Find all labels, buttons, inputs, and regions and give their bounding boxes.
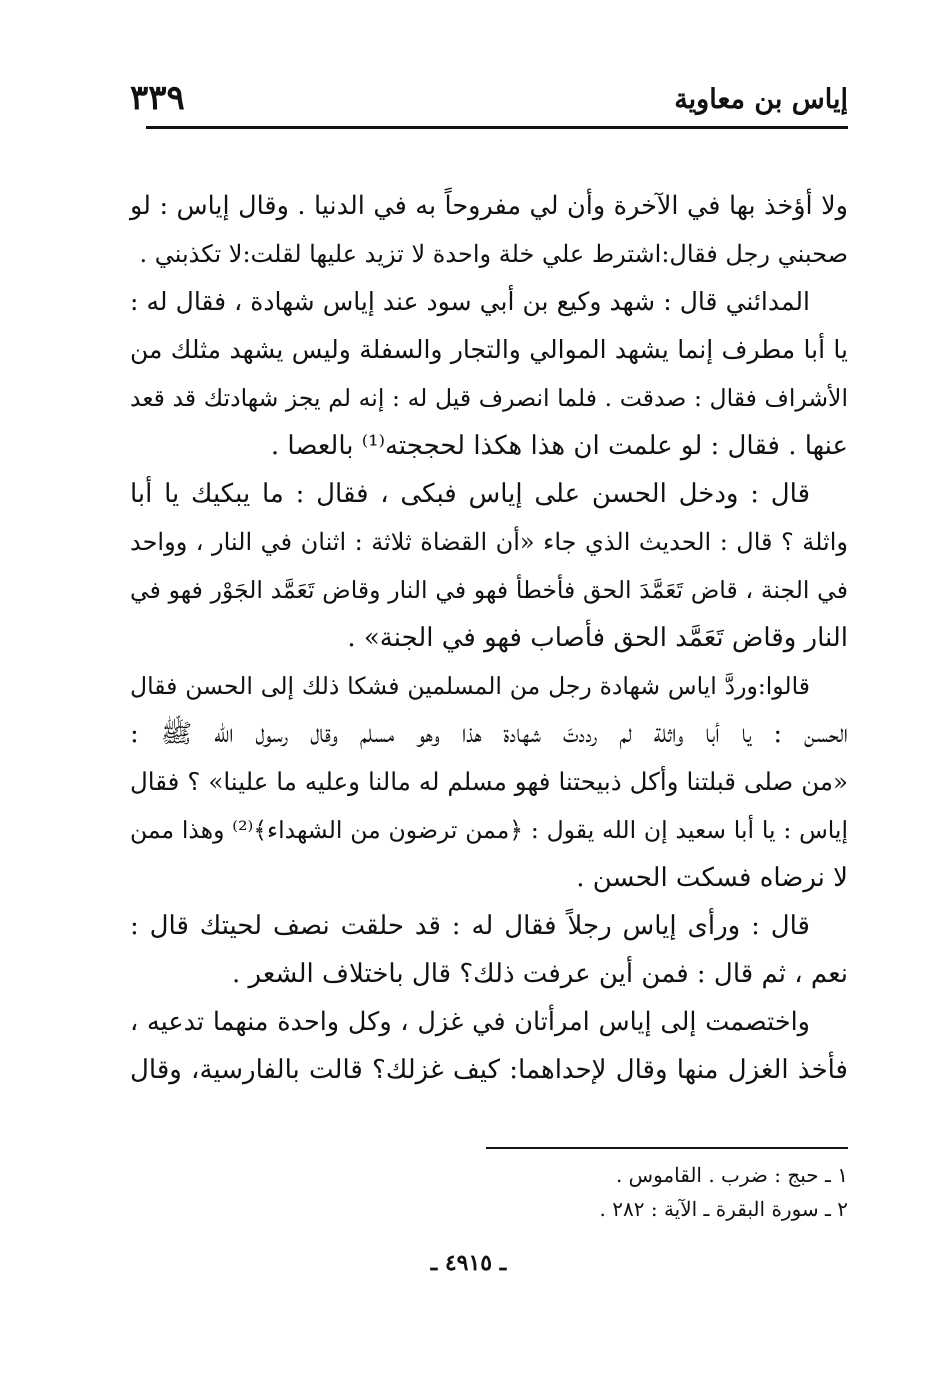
text-line: صحبني رجل فقال:اشترط علي خلة واحدة لا تزيد عليها لقلت:لا تكذبني . <box>139 240 848 268</box>
text-line: ولا أؤخذ بها في الآخرة وأن لي مفروحاً به في الدنيا . وقال إياس : لو <box>130 191 848 221</box>
footnote: ٢ ـ سورة البقرة ـ الآية : ٢٨٢ . <box>599 1197 848 1221</box>
text-line: لا نرضاه فسكت الحسن . <box>576 863 848 893</box>
text-line: واختصمت إلى إياس امرأتان في غزل ، وكل واحدة منهما تدعيه ، <box>130 1007 810 1037</box>
text-line: النار وقاض تَعَمَّد الحق فأصاب فهو في الجنة» . <box>347 623 848 653</box>
text-line: إياس : يا أبا سعيد إن الله يقول : ﴿ممن ترضون من الشهداء﴾⁽²⁾ وهذا ممن <box>130 816 848 844</box>
text-line: قال : ورأى إياس رجلاً فقال له : قد حلقت نصف لحيتك قال : <box>130 911 810 941</box>
text-line: واثلة ؟ قال : الحديث الذي جاء «أن القضاة ثلاثة : اثنان في النار ، وواحد <box>130 528 848 556</box>
text-line: الأشراف فقال : صدقت . فلما انصرف قيل له : إنه لم يجز شهادتك قد قعد <box>130 384 848 412</box>
text-line: الحسن : يا أبا واثلة لم رددتَ شهادة هذا وهو مسلم وقال رسول الله ﷺ : <box>130 719 848 749</box>
header-rule <box>146 126 848 129</box>
text-line: قالوا:وردَّ اياس شهادة رجل من المسلمين فشكا ذلك إلى الحسن فقال <box>130 672 810 700</box>
text-line: يا أبا مطرف إنما يشهد الموالي والتجار والسفلة وليس يشهد مثلك من <box>130 335 848 364</box>
page-header <box>130 78 848 126</box>
text-line: المدائني قال : شهد وكيع بن أبي سود عند إياس شهادة ، فقال له : <box>130 287 810 316</box>
footnote: ١ ـ حبج : ضرب . القاموس . <box>615 1163 848 1187</box>
text-line: فأخذ الغزل منها وقال لإحداهما: كيف غزلك؟ قالت بالفارسية، وقال <box>130 1055 848 1085</box>
footnotes <box>430 1158 848 1226</box>
text-line: قال : ودخل الحسن على إياس فبكى ، فقال : ما يبكيك يا أبا <box>130 479 810 509</box>
folio-number: ـ ٤٩١٥ ـ <box>430 1250 507 1276</box>
page-number: ٣٣٩ <box>130 78 185 118</box>
body-text <box>130 182 848 1094</box>
text-line: في الجنة ، قاض تَعَمَّدَ الحق فأخطأ فهو في النار وقاض تَعَمَّد الجَوْر فهو في <box>130 576 848 604</box>
text-line: «من صلى قبلتنا وأكل ذبيحتنا فهو مسلم له مالنا وعليه ما علينا» ؟ فقال <box>130 767 848 796</box>
text-line: عنها . فقال : لو علمت ان هذا هكذا لحججته⁽¹⁾ بالعصا . <box>270 431 848 461</box>
footnote-rule <box>486 1147 848 1149</box>
running-title: إياس بن معاوية <box>674 84 848 115</box>
text-line: نعم ، ثم قال : فمن أين عرفت ذلك؟ قال باختلاف الشعر . <box>231 959 848 989</box>
